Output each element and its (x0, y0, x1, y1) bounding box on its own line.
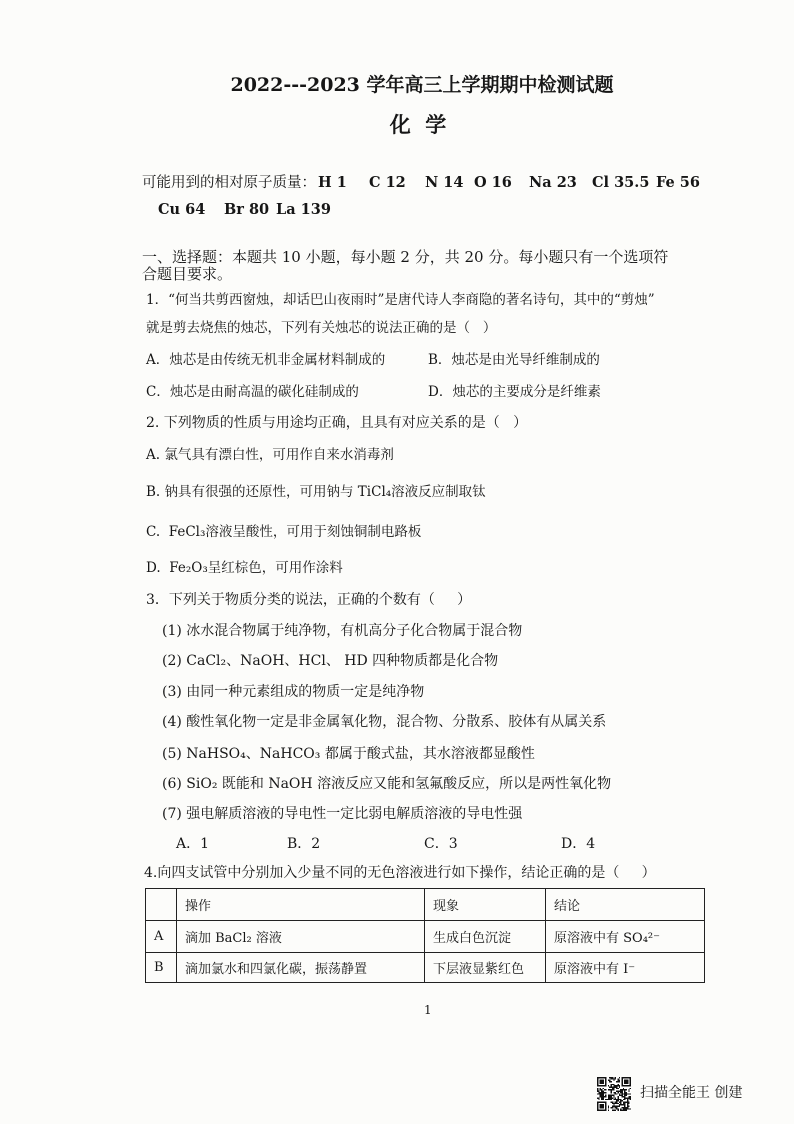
table-header-blank (146, 889, 177, 921)
atomic-mass-item: Br 80 (224, 201, 270, 218)
atomic-mass-item: O 16 (474, 174, 512, 191)
question-3-option-c: C．3 (424, 836, 458, 852)
question-1-option-b: B．烛芯是由光导纤维制成的 (428, 352, 600, 368)
question-3-option-b: B．2 (287, 836, 321, 852)
table-row (146, 953, 705, 983)
atomic-mass-item: La 139 (276, 201, 331, 218)
question-1-option-c: C．烛芯是由耐高温的碳化硅制成的 (146, 384, 359, 400)
table-header-conclusion: 结论 (546, 889, 705, 921)
atomic-mass-item: N 14 (425, 174, 464, 191)
table-row-label: A (146, 921, 177, 953)
question-2-option-d: D. Fe₂O₃呈红棕色，可用作涂料 (146, 560, 343, 576)
question-1-stem-line: 1．“何当共剪西窗烛，却话巴山夜雨时”是唐代诗人李商隐的著名诗句，其中的“剪烛” (146, 292, 655, 308)
table-cell-operation: 滴加 BaCl₂ 溶液 (177, 921, 425, 953)
question-1-stem-line: 就是剪去烧焦的烛芯，下列有关烛芯的说法正确的是（ ） (146, 320, 497, 336)
question-4-stem: 4.向四支试管中分别加入少量不同的无色溶液进行如下操作，结论正确的是（ ） (144, 865, 656, 881)
table-header-phenomenon: 现象 (425, 889, 546, 921)
atomic-mass-item: Cu 64 (158, 201, 206, 218)
question-2-option-a: A. 氯气具有漂白性，可用作自来水消毒剂 (146, 447, 394, 463)
question-3-statement: (3) 由同一种元素组成的物质一定是纯净物 (162, 684, 425, 700)
question-3-option-a: A．1 (176, 836, 210, 852)
atomic-mass-item: Na 23 (529, 174, 577, 191)
question-1-option-d: D．烛芯的主要成分是纤维素 (428, 384, 601, 400)
atomic-mass-item: Fe 56 (656, 174, 700, 191)
page-title: 2022---2023 学年高三上学期期中检测试题 (230, 74, 614, 96)
page-number: 1 (424, 1003, 432, 1017)
atomic-mass-item: H 1 (318, 174, 347, 191)
question-3-statement: (2) CaCl₂、NaOH、HCl、 HD 四种物质都是化合物 (162, 653, 499, 669)
table-cell-phenomenon: 生成白色沉淀 (425, 921, 546, 953)
table-header-row (146, 889, 705, 921)
question-2-option-b: B. 钠具有很强的还原性，可用钠与 TiCl₄溶液反应制取钛 (146, 484, 486, 500)
question-3-statement: (1) 冰水混合物属于纯净物，有机高分子化合物属于混合物 (162, 623, 523, 639)
section-heading-line: 合题目要求。 (142, 265, 233, 283)
table-header-operation: 操作 (177, 889, 425, 921)
question-3-statement: (6) SiO₂ 既能和 NaOH 溶液反应又能和氢氟酸反应，所以是两性氧化物 (162, 776, 612, 792)
subject-title: 化 学 (389, 112, 447, 137)
table-row (146, 921, 705, 953)
section-heading-line: 一、选择题：本题共 10 小题，每小题 2 分，共 20 分。每小题只有一个选项符 (142, 248, 669, 266)
qr-code-icon (597, 1077, 631, 1111)
atomic-mass-item: Cl 35.5 (592, 174, 650, 191)
question-2-option-c: C. FeCl₃溶液呈酸性，可用于刻蚀铜制电路板 (146, 524, 422, 540)
table-cell-phenomenon: 下层液显紫红色 (425, 953, 546, 983)
question-1-option-a: A．烛芯是由传统无机非金属材料制成的 (146, 352, 386, 368)
table-cell-conclusion: 原溶液中有 SO₄²⁻ (546, 921, 705, 953)
table-cell-operation: 滴加氯水和四氯化碳，振荡静置 (177, 953, 425, 983)
question-2-stem: 2. 下列物质的性质与用途均正确，且具有对应关系的是（ ） (146, 415, 528, 431)
question-4-table (145, 888, 705, 983)
question-3-statement: (4) 酸性氧化物一定是非金属氧化物，混合物、分散系、胶体有从属关系 (162, 714, 607, 730)
scanner-watermark: 扫描全能王 创建 (640, 1085, 743, 1101)
question-3-stem: 3．下列关于物质分类的说法，正确的个数有（ ） (146, 592, 472, 608)
atomic-mass-item: C 12 (369, 174, 406, 191)
question-3-statement: (5) NaHSO₄、NaHCO₃ 都属于酸式盐，其水溶液都显酸性 (162, 746, 535, 762)
table-cell-conclusion: 原溶液中有 I⁻ (546, 953, 705, 983)
atomic-mass-label: 可能用到的相对原子质量： (142, 175, 316, 191)
table-row-label: B (146, 953, 177, 983)
question-3-statement: (7) 强电解质溶液的导电性一定比弱电解质溶液的导电性强 (162, 806, 523, 822)
question-3-option-d: D．4 (561, 836, 596, 852)
